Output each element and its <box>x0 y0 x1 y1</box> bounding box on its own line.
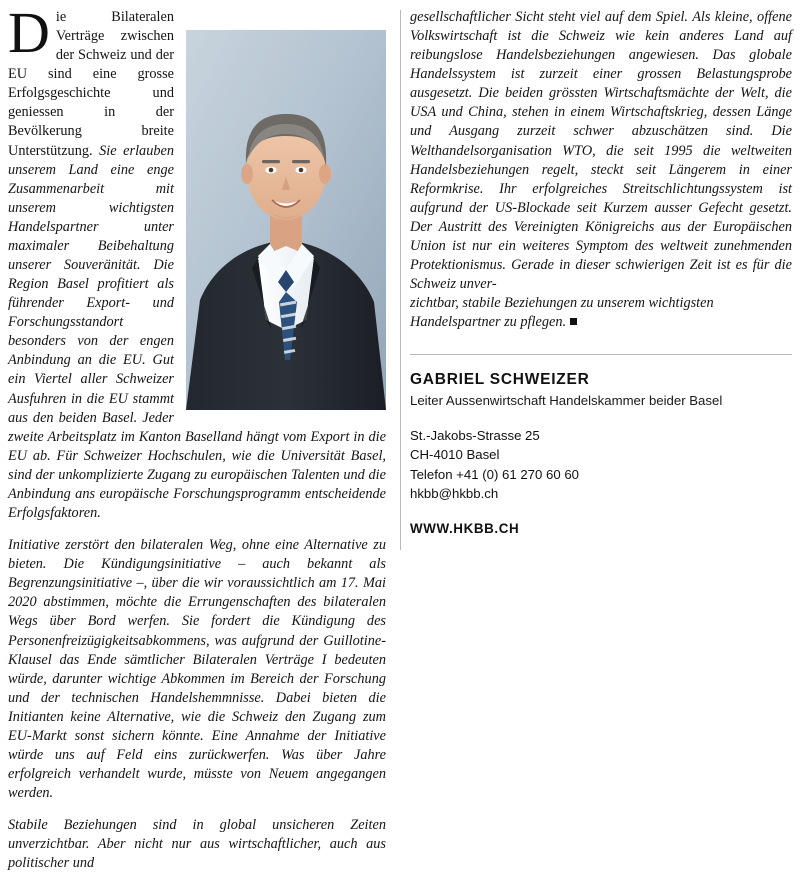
left-paragraph-1-rest: Sie erlauben unserem Land eine enge Zusammenarbeit mit unserem wichtigsten Handelspartner unter maximaler Beibehaltung unserer Souveränität. Die Region Basel profitiert als führender Export- und Forschungsstandort besonders von der engen Anbindung an die EU. Gut ein Viertel aller Schweizer Ausfuhren in die EU stammt aus den beiden Basel. Jeder zweite Arbeitsplatz im Kanton Baselland hängt vom Export in die EU ab. Für Schweizer Hochschulen, wie die Universität Basel, sind der unkomplizierte Zugang zu europäischen Talenten und die Anbindung ans europäische Forschungsprogramm entscheidende Erfolgsfaktoren. <box>8 142 386 522</box>
paragraph-spacer <box>8 523 386 536</box>
contact-role: Leiter Aussenwirtschaft Handelskammer beider Basel <box>410 393 723 409</box>
left-paragraph-1-lead: ie Bilateralen Verträge zwischen der Schweiz und der EU sind eine grosse Erfolgsgeschichte und geniessen in der Bevölkerung breite Unterstützung. <box>8 9 174 159</box>
contact-address <box>410 426 792 503</box>
right-paragraph-1: gesellschaftlicher Sicht steht viel auf dem Spiel. Als kleine, offene Volkswirtschaft ist die Schweiz wie kein anderes Land auf reibungslose Handelsbeziehungen angewiesen. Das globale Handelssystem ist zurzeit einer grossen Belastungsprobe ausgesetzt. Die beiden grössten Wirtschaftsmächte der Welt, die USA und China, stehen in einem Wirtschaftskrieg, dessen Länge und Ausgang zurzeit schwer abzuschätzen sind. Die Welthandelsorganisation WTO, die seit 1995 die weltweiten Handelsbeziehungen regelt, steckt seit Längerem in einer Reformkrise. Ihr erfolgreiches Streitschlichtungssystem ist aufgrund der US-Blockade seit Kurzem ausser Gefecht gesetzt. Der Austritt des Vereinigten Königreichs aus der Europäischen Union ist nur ein weiteres Symptom des weltweit zunehmenden Protektionismus. Gerade in dieser schwierigen Zeit ist es für die Schweiz unver- <box>410 9 792 293</box>
contact-city: CH-4010 Basel <box>410 447 500 463</box>
contact-name: GABRIEL SCHWEIZER <box>410 371 590 389</box>
left-paragraph-1 <box>8 0 386 523</box>
right-paragraph-2-text: zichtbar, stabile Beziehungen zu unserem wichtigsten Handelspartner zu pflegen. <box>410 295 714 331</box>
contact-website[interactable]: WWW.HKBB.CH <box>410 520 520 536</box>
end-mark-icon <box>570 318 577 325</box>
contact-phone: Telefon +41 (0) 61 270 60 60 <box>410 466 580 482</box>
paragraph-spacer <box>8 803 386 816</box>
drop-cap: D <box>8 0 50 65</box>
right-paragraph-2 <box>410 294 792 332</box>
contact-divider <box>410 354 792 355</box>
contact-block <box>410 354 792 536</box>
left-paragraph-2: Initiative zerstört den bilateralen Weg, ohne eine Alternative zu bieten. Die Kündigungsinitiative – auch bekannt als Begrenzungsinitiative –, über die wir voraussichtlich am 17. Mai 2020 abstimmen, möchte die Errungenschaften des bilateralen Wegs über Bord werfen. Sie fordert die Kündigung des Personenfreizügigkeitsabkommens, was aufgrund der Guillotine-Klausel das Ende sämtlicher Bilateralen Verträge I bedeuten würde, darunter wichtige Abkommen im Bereich der Forschung und der technischen Handelshemmnisse. Dabei bieten die Initianten keine Alternative, wie die Schweiz den Zugang zum EU-Markt sonst sichern könnte. Eine Annahme der Initiative würde uns auf Feld eins zurückwerfen. Was über Jahre erfolgreich verhandelt wurde, müsste von Neuem angegangen werden. <box>8 537 386 802</box>
contact-email[interactable]: hkbb@hkbb.ch <box>410 485 499 501</box>
left-paragraph-3: Stabile Beziehungen sind in global unsicheren Zeiten unverzichtbar. Aber nicht nur aus wirtschaftlicher, auch aus politischer und <box>8 817 386 872</box>
right-column <box>404 8 806 773</box>
contact-street: St.-Jakobs-Strasse 25 <box>410 428 540 444</box>
